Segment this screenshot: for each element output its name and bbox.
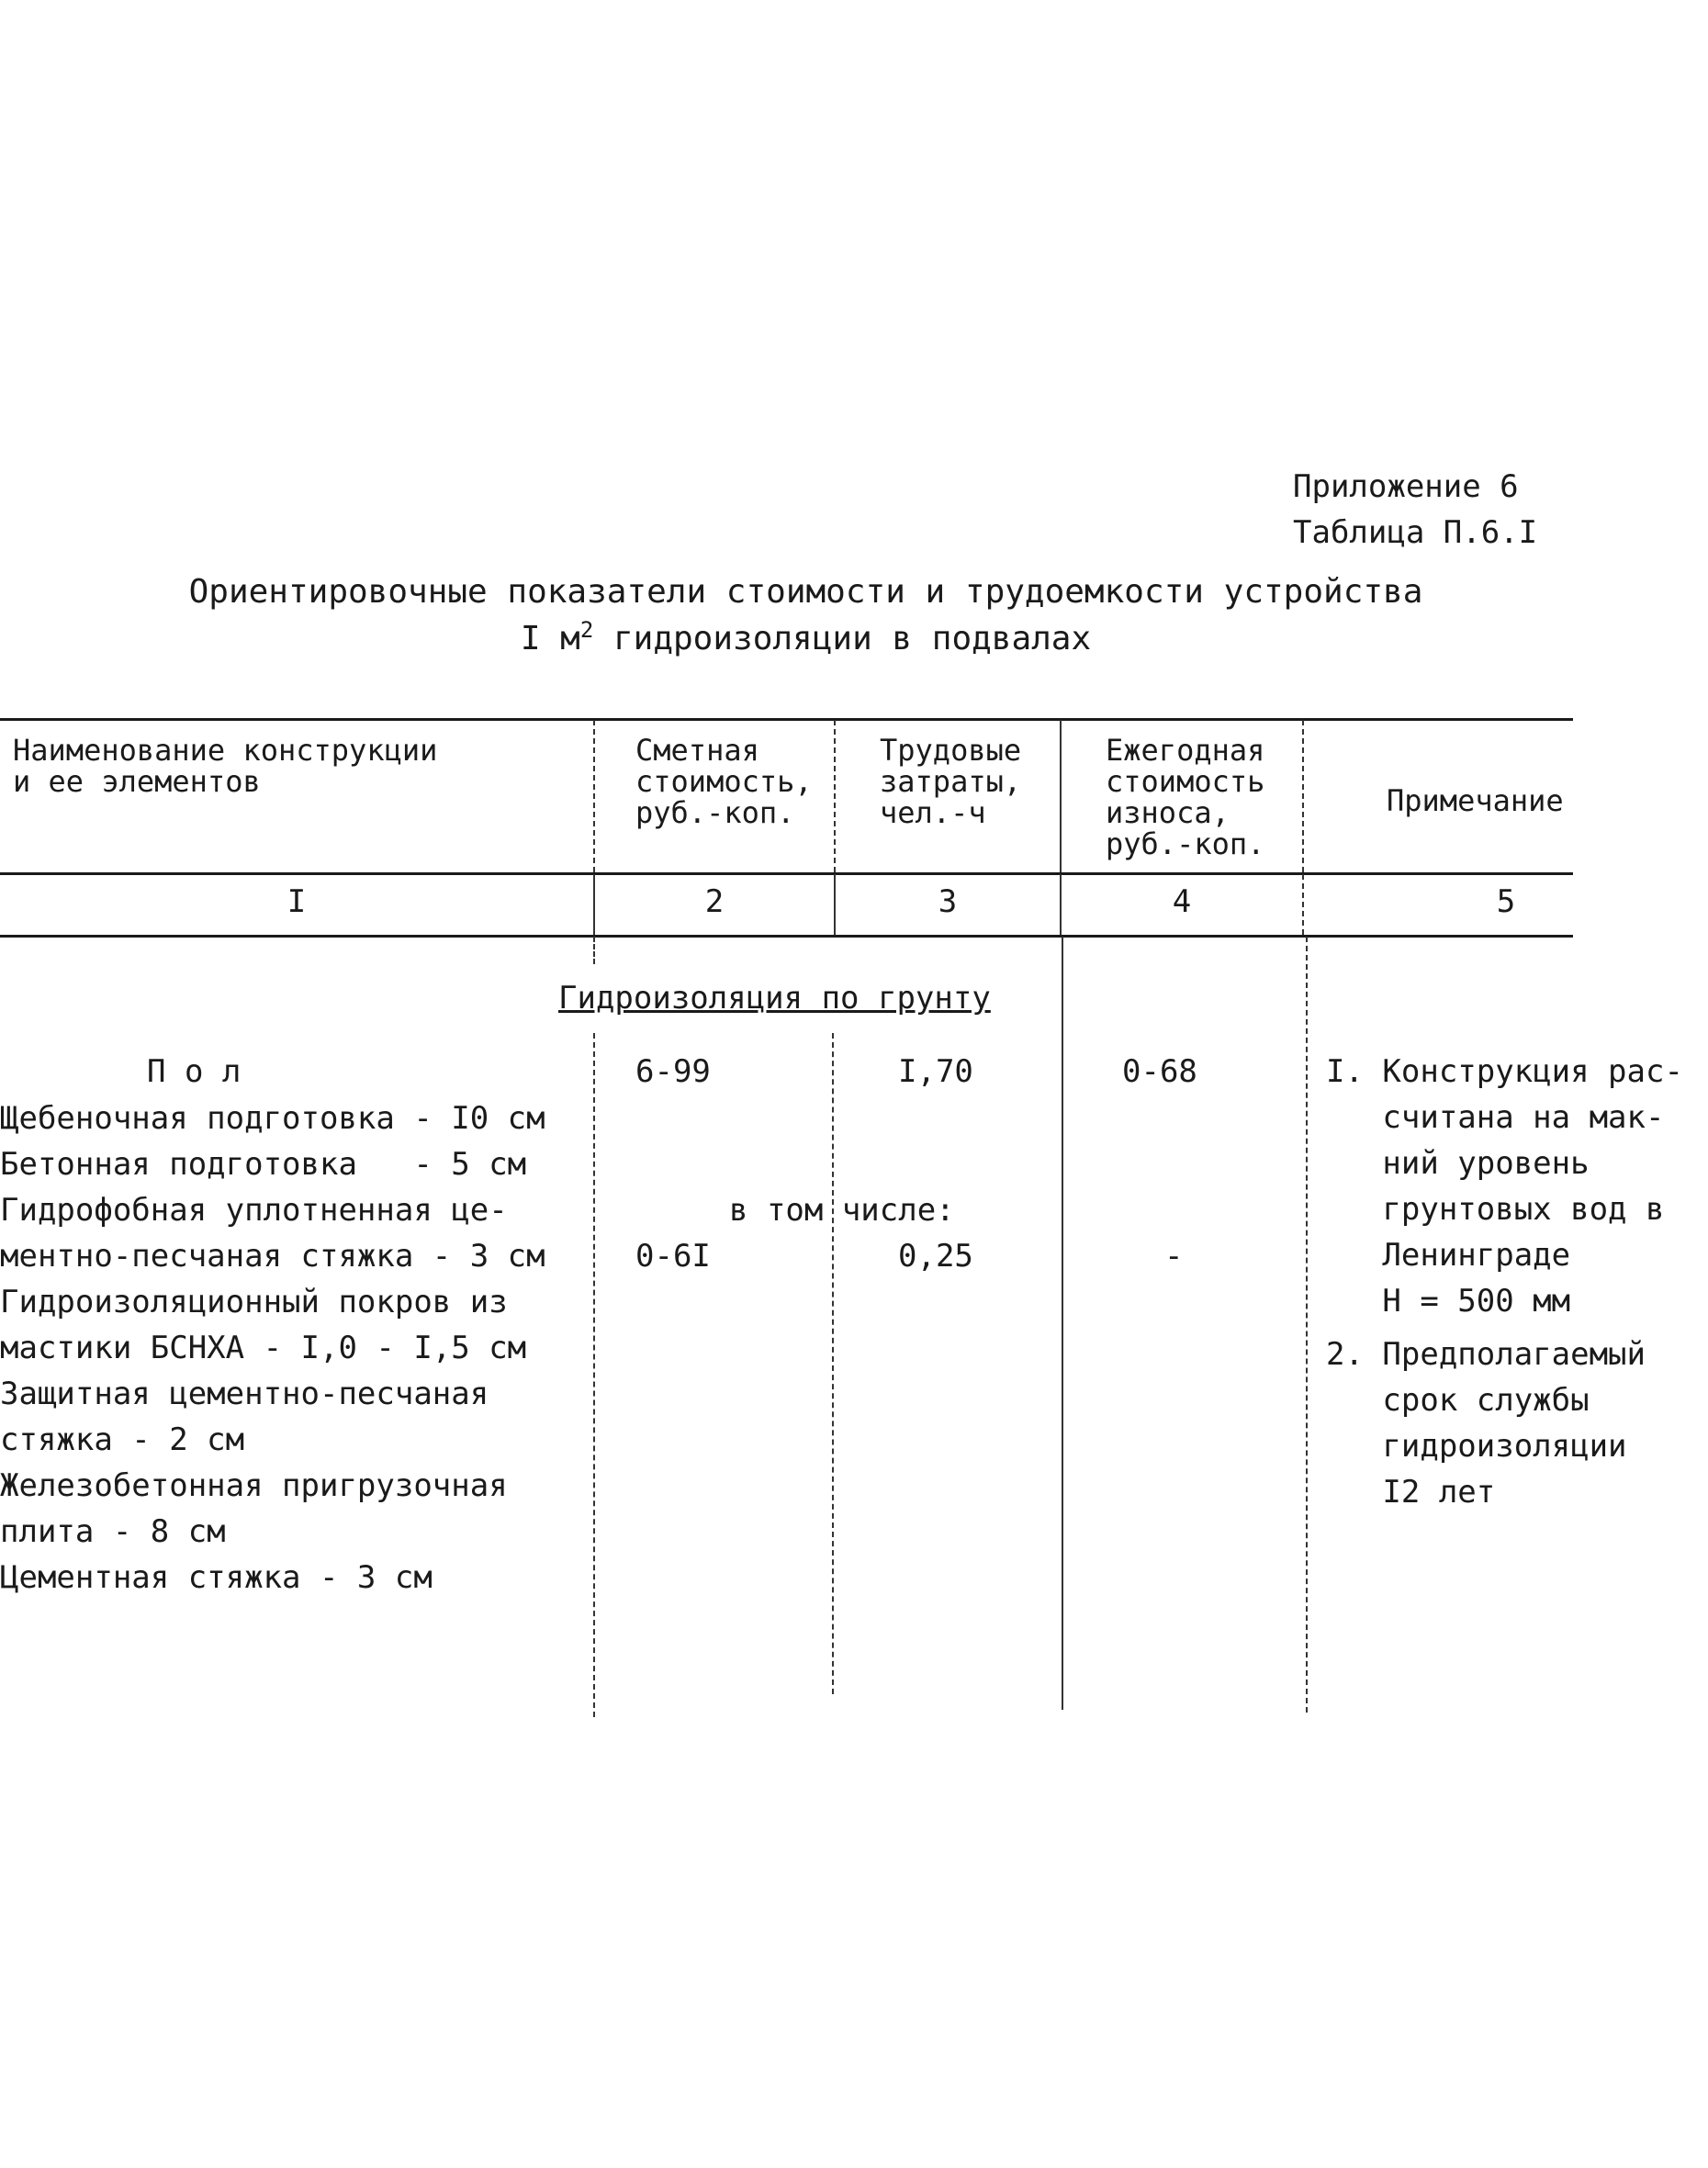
including-wear: -	[1164, 1238, 1184, 1275]
note-line-9: гидроизоляции	[1326, 1428, 1627, 1465]
col-divider-1-body	[593, 1033, 595, 1717]
element-6: мастики БСНХА - I,0 - I,5 см	[0, 1330, 527, 1366]
col-header-cost: Сметная стоимость, руб.-коп.	[635, 733, 813, 830]
element-11: Цементная стяжка - 3 см	[0, 1559, 433, 1596]
col-number-4: 4	[1172, 883, 1192, 920]
element-7: Защитная цементно-песчаная	[0, 1376, 489, 1412]
col-divider-3-body	[1062, 937, 1063, 1710]
total-labor: I,70	[898, 1053, 973, 1090]
col-divider-2-body	[832, 1033, 834, 1694]
col-number-5: 5	[1496, 883, 1516, 920]
element-1: Щебеночная подготовка - I0 см	[0, 1100, 545, 1137]
appendix-label: Приложение 6	[1293, 468, 1519, 505]
element-9: Железобетонная пригрузочная	[0, 1467, 508, 1504]
element-2: Бетонная подготовка - 5 см	[0, 1146, 527, 1183]
note-line-7: 2. Предполагаемый	[1326, 1336, 1646, 1373]
table-reference: Таблица П.6.I	[1293, 514, 1538, 551]
col-divider-4-body	[1306, 937, 1308, 1713]
col-header-labor: Трудовые затраты, чел.-ч	[880, 733, 1022, 830]
note-line-4: грунтовых вод в	[1326, 1191, 1665, 1228]
header-bottom-rule	[0, 872, 1573, 875]
title-line2-pre: I м	[520, 620, 580, 657]
col-number-3: 3	[938, 883, 958, 920]
note-line-8: срок службы	[1326, 1382, 1590, 1419]
note-line-5: Ленинграде	[1326, 1237, 1571, 1274]
element-5: Гидроизоляционный покров из	[0, 1284, 508, 1320]
note-line-6: Н = 500 мм	[1326, 1283, 1571, 1320]
element-3: Гидрофобная уплотненная це-	[0, 1192, 508, 1229]
including-label: в том числе:	[729, 1192, 955, 1229]
col-header-name: Наименование конструкции и ее элементов	[13, 733, 438, 799]
col-divider-2-head	[834, 720, 836, 872]
col-number-1: I	[287, 883, 307, 920]
numbers-bottom-rule	[0, 935, 1573, 938]
element-10: плита - 8 см	[0, 1513, 226, 1550]
element-4: ментно-песчаная стяжка - 3 см	[0, 1238, 545, 1275]
col-number-2: 2	[704, 883, 725, 920]
total-wear: 0-68	[1122, 1053, 1197, 1090]
note-line-1: I. Конструкция рас-	[1326, 1053, 1683, 1090]
note-line-2: считана на мак-	[1326, 1099, 1665, 1136]
table-title-line1: Ориентировочные показатели стоимости и трудоемкости устройства	[188, 573, 1423, 611]
col-header-wear: Ежегодная стоимость износа, руб.-коп.	[1106, 733, 1265, 861]
col-divider-1-head	[593, 720, 595, 872]
table-top-rule	[0, 718, 1573, 721]
col-divider-3-head	[1060, 720, 1062, 872]
title-line2-sup: 2	[579, 617, 594, 643]
element-8: стяжка - 2 см	[0, 1421, 245, 1458]
total-cost: 6-99	[635, 1053, 711, 1090]
note-line-3: ний уровень	[1326, 1145, 1590, 1182]
table-title-line2	[0, 617, 1612, 657]
note-line-10: I2 лет	[1326, 1474, 1496, 1511]
including-labor: 0,25	[898, 1238, 973, 1275]
including-cost: 0-6I	[635, 1238, 711, 1275]
col-divider-4-head	[1302, 720, 1304, 872]
col-divider-1-body-top	[593, 937, 595, 964]
title-line2-post: гидроизоляции в подвалах	[593, 620, 1092, 657]
section-title: Гидроизоляция по грунту	[558, 980, 991, 1017]
col-header-notes: Примечание	[1387, 783, 1564, 818]
construction-title: П о л	[147, 1053, 242, 1090]
